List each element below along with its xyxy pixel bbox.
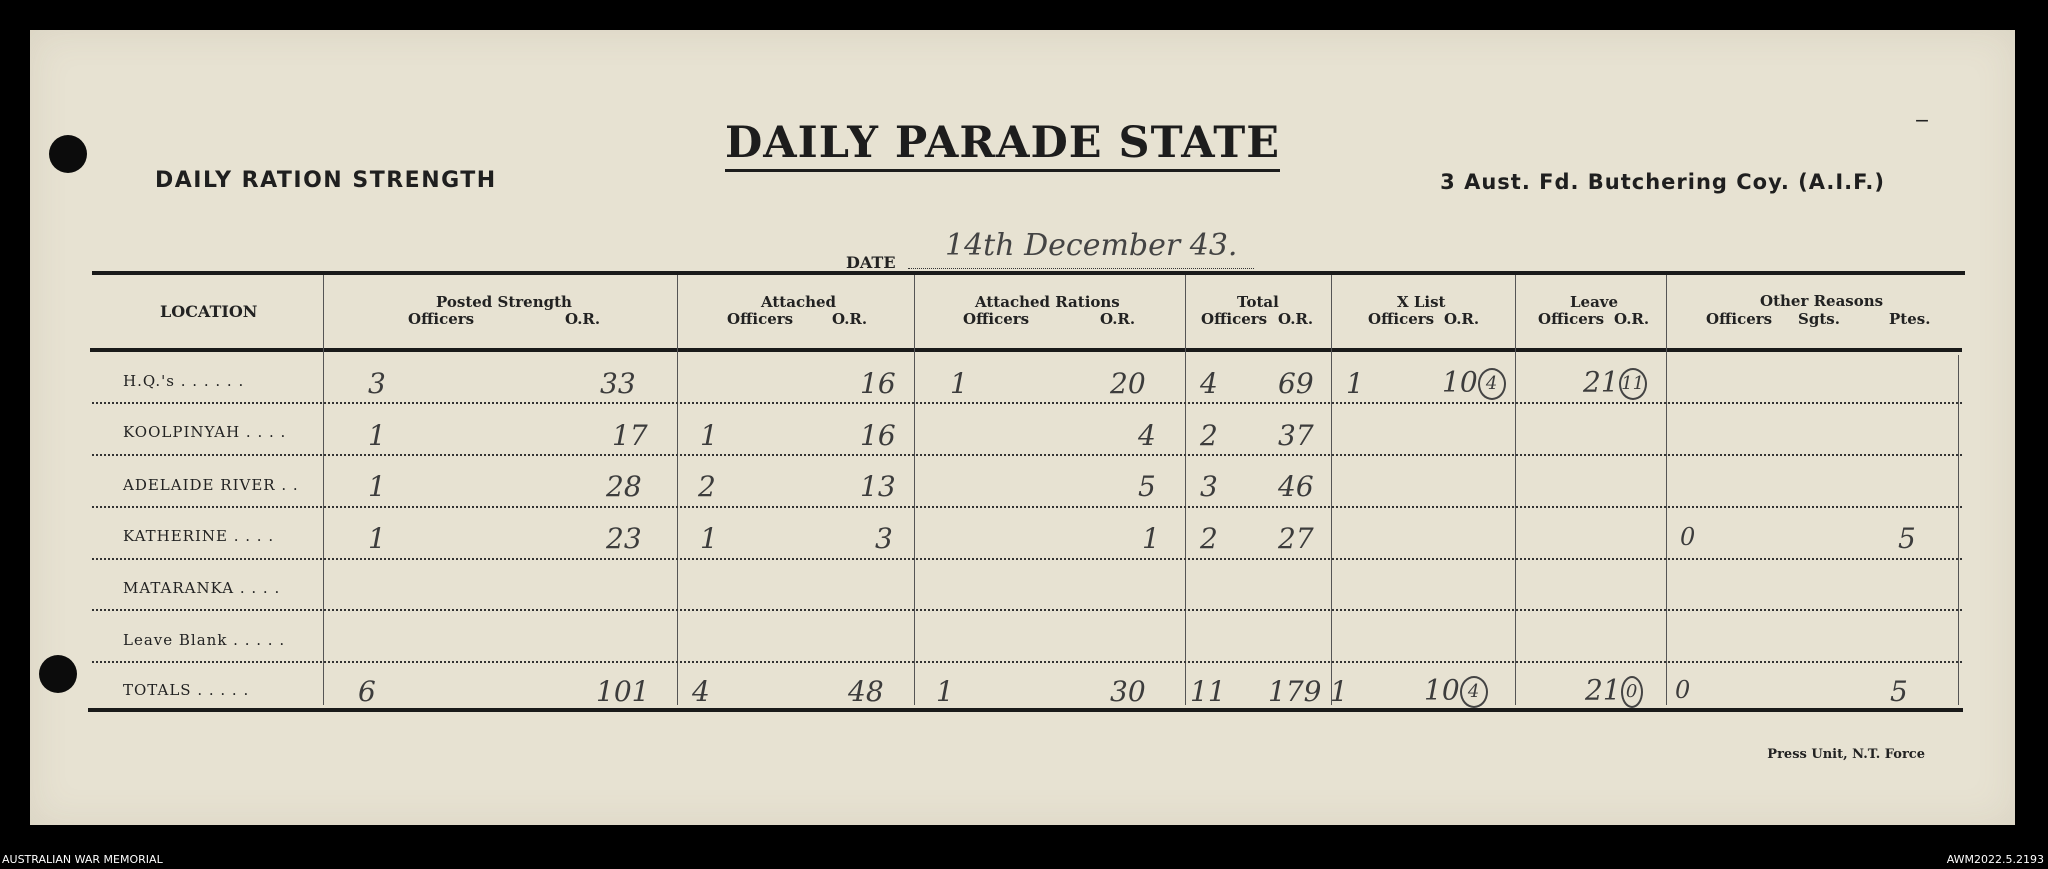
header-posted-or: O.R.: [565, 310, 601, 328]
unit-name: 3 Aust. Fd. Butchering Coy. (A.I.F.): [1440, 170, 1885, 194]
cell-posted-officers: 1: [368, 470, 386, 503]
date-underline: [908, 268, 1254, 269]
cell-posted-or: 28: [606, 470, 642, 503]
total-posted-officers: 6: [358, 675, 376, 708]
circled-number: 11: [1619, 368, 1647, 400]
col-divider: [1666, 275, 1667, 705]
header-attached: Attached: [761, 293, 837, 311]
form-title: DAILY PARADE STATE: [30, 118, 2015, 168]
cell-attached-or: 16: [860, 419, 896, 452]
total-total-or: 179: [1268, 675, 1322, 708]
circled-number: 4: [1460, 676, 1488, 708]
header-other-officers: Officers: [1706, 310, 1773, 328]
header-ar-or: O.R.: [1100, 310, 1136, 328]
printer-credit: Press Unit, N.T. Force: [1767, 747, 1925, 762]
archive-credit: AUSTRALIAN WAR MEMORIAL: [2, 853, 163, 866]
cell-other-officers: 0: [1680, 523, 1696, 551]
cell-ar-officers: 1: [950, 367, 968, 400]
cell-total-officers: 4: [1200, 367, 1218, 400]
cell-ar-or: 4: [1138, 419, 1156, 452]
header-posted-strength: Posted Strength: [436, 293, 572, 311]
total-total-officers: 11: [1190, 675, 1226, 708]
cell-total-officers: 3: [1200, 470, 1218, 503]
location-hq: H.Q.'s . . . . . .: [123, 372, 245, 390]
col-divider: [1331, 275, 1332, 705]
header-total: Total: [1237, 293, 1279, 311]
row-dotted-line: [92, 402, 1962, 404]
punch-hole-bottom: [39, 655, 77, 693]
total-ar-officers: 1: [936, 675, 954, 708]
col-divider: [1958, 355, 1959, 705]
col-divider: [677, 275, 678, 705]
row-dotted-line: [92, 454, 1962, 456]
cell-attached-or: 3: [875, 522, 893, 555]
cell-leave: 21 11: [1583, 368, 1647, 400]
cell-total-officers: 2: [1200, 522, 1218, 555]
cell-posted-officers: 1: [368, 419, 386, 452]
header-x-officers: Officers: [1368, 310, 1435, 328]
row-dotted-line: [92, 661, 1962, 663]
total-ar-or: 30: [1110, 675, 1146, 708]
header-leave: Leave: [1570, 293, 1619, 311]
header-leave-or: O.R.: [1614, 310, 1650, 328]
header-attached-or: O.R.: [832, 310, 868, 328]
total-posted-or: 101: [596, 675, 650, 708]
cell-x-officers: 1: [1346, 367, 1364, 400]
header-other-sgts: Sgts.: [1798, 310, 1840, 328]
cell-other-ptes: 5: [1898, 522, 1916, 555]
cell-attached-or: 13: [860, 470, 896, 503]
cell-total-or: 27: [1278, 522, 1314, 555]
header-other-ptes: Ptes.: [1889, 310, 1931, 328]
col-divider: [323, 275, 324, 705]
cell-ar-or: 1: [1142, 522, 1160, 555]
header-leave-officers: Officers: [1538, 310, 1605, 328]
cell-attached-officers: 1: [700, 419, 718, 452]
cell-total-or: 37: [1278, 419, 1314, 452]
location-katherine: KATHERINE . . . .: [123, 527, 275, 545]
location-totals: TOTALS . . . . .: [123, 681, 250, 699]
header-x-or: O.R.: [1444, 310, 1480, 328]
row-dotted-line: [92, 558, 1962, 560]
cell-attached-officers: 2: [698, 470, 716, 503]
location-adelaide-river: ADELAIDE RIVER . .: [123, 476, 299, 494]
cell-posted-officers: 1: [368, 522, 386, 555]
header-location: LOCATION: [160, 302, 258, 321]
cell-posted-officers: 3: [368, 367, 386, 400]
ration-strength-label: DAILY RATION STRENGTH: [155, 168, 497, 193]
cell-ar-or: 20: [1110, 367, 1146, 400]
col-divider: [1185, 275, 1186, 705]
cell-x-or: 10 4: [1442, 368, 1506, 400]
row-dotted-line: [92, 506, 1962, 508]
form-sheet: [30, 30, 2015, 825]
total-x-or: 10 4: [1424, 676, 1488, 708]
header-bottom-rule: [90, 348, 1962, 352]
header-total-officers: Officers: [1201, 310, 1268, 328]
pen-mark: ‒: [1915, 108, 1929, 133]
col-divider: [914, 275, 915, 705]
cell-ar-or: 5: [1138, 470, 1156, 503]
total-other-ptes: 5: [1890, 675, 1908, 708]
total-leave: 21 0: [1585, 676, 1643, 708]
archive-id: AWM2022.5.2193: [1946, 853, 2044, 866]
cell-attached-officers: 1: [700, 522, 718, 555]
header-total-or: O.R.: [1278, 310, 1314, 328]
table-top-rule: [92, 271, 1965, 275]
location-leave-blank: Leave Blank . . . . .: [123, 631, 286, 649]
circled-number: 4: [1478, 368, 1506, 400]
table-bottom-rule: [88, 708, 1963, 712]
header-ar-officers: Officers: [963, 310, 1030, 328]
cell-posted-or: 17: [612, 419, 648, 452]
total-attached-or: 48: [848, 675, 884, 708]
header-posted-officers: Officers: [408, 310, 475, 328]
total-x-officers: 1: [1330, 675, 1348, 708]
header-other-reasons: Other Reasons: [1760, 292, 1884, 310]
cell-total-or: 69: [1278, 367, 1314, 400]
cell-posted-or: 33: [600, 367, 636, 400]
header-x-list: X List: [1397, 293, 1446, 311]
total-other-officers: 0: [1675, 676, 1691, 704]
row-dotted-line: [92, 609, 1962, 611]
header-attached-officers: Officers: [727, 310, 794, 328]
date-label: DATE: [846, 253, 896, 272]
header-attached-rations: Attached Rations: [975, 293, 1120, 311]
total-attached-officers: 4: [692, 675, 710, 708]
cell-attached-or: 16: [860, 367, 896, 400]
location-koolpinyah: KOOLPINYAH . . . .: [123, 423, 287, 441]
cell-total-officers: 2: [1200, 419, 1218, 452]
circled-number: 0: [1621, 676, 1643, 708]
col-divider: [1515, 275, 1516, 705]
location-mataranka: MATARANKA . . . .: [123, 579, 281, 597]
cell-posted-or: 23: [606, 522, 642, 555]
date-value: 14th December 43.: [945, 228, 1238, 263]
cell-total-or: 46: [1278, 470, 1314, 503]
